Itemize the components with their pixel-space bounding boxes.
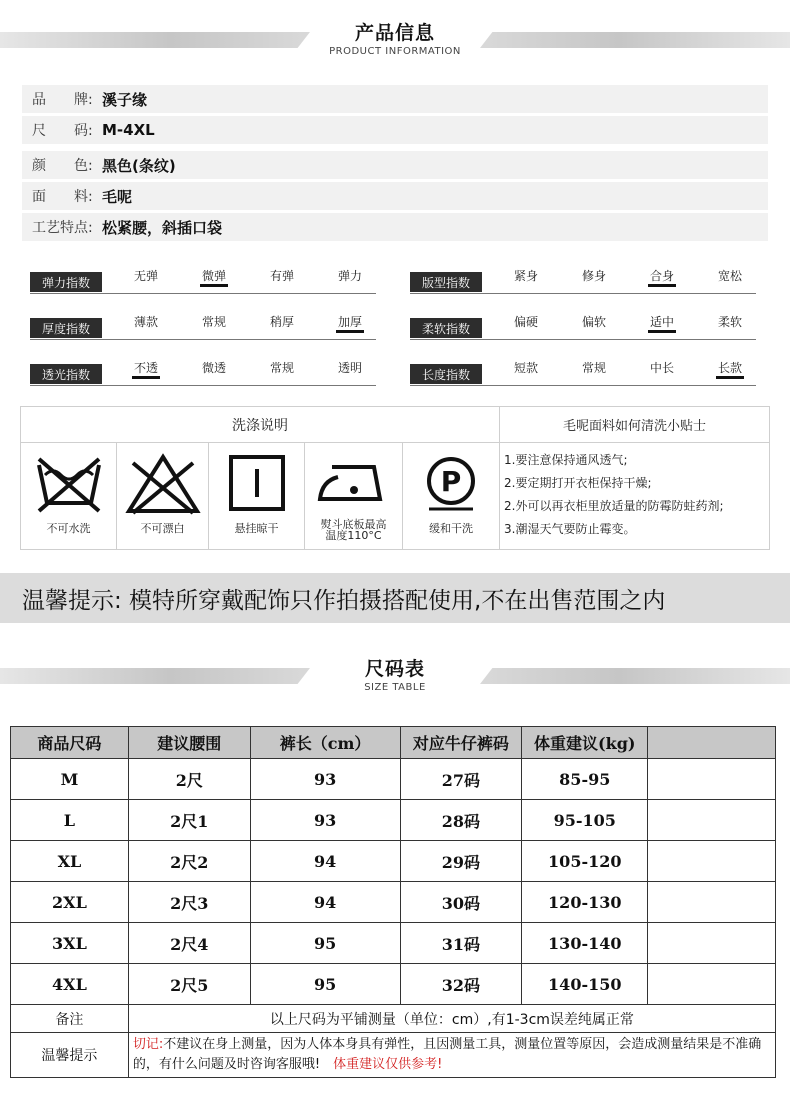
index-option: 合身: [649, 269, 674, 283]
table-cell: 2尺5: [128, 964, 250, 1005]
index-rating-5: [410, 356, 756, 386]
index-option: 短款: [513, 361, 538, 375]
table-cell: 27码: [400, 759, 522, 800]
index-option: 常规: [269, 361, 294, 375]
svg-text:P: P: [440, 465, 462, 498]
table-cell: XL: [11, 841, 129, 882]
col-header: 体重建议(kg): [522, 727, 648, 759]
size-table-title: 尺码表: [364, 658, 425, 680]
index-baseline: [410, 385, 756, 386]
index-option: 无弹: [133, 269, 158, 283]
table-cell: 105-120: [522, 841, 648, 882]
table-cell-empty: [648, 923, 776, 964]
note-label: 备注: [11, 1005, 129, 1033]
product-info-subtitle: PRODUCT INFORMATION: [329, 46, 461, 57]
index-rating-1: [410, 264, 756, 294]
tips-body: 不建议在身上测量，因为人体本身具有弹性，且因测量工具，测量位置等原因，会造成测量结果是不准确的，有什么问题及时咨询客服哦!: [132, 1037, 762, 1072]
index-option: 有弹: [269, 269, 294, 283]
cleaning-tips-title: 毛呢面料如何清洗小贴士: [499, 407, 769, 443]
care-item-no-wash: [21, 443, 117, 549]
index-baseline: [410, 293, 756, 294]
index-label: 透光指数: [30, 364, 102, 384]
index-option: 透明: [337, 361, 362, 375]
index-selected-mark: [648, 284, 676, 287]
hang-dry-icon: [227, 453, 287, 513]
care-item-dry-clean: [403, 443, 499, 549]
dry-clean-p-icon: [421, 453, 481, 513]
care-item-iron: [305, 443, 403, 549]
col-header: 裤长（cm）: [250, 727, 400, 759]
table-cell: 28码: [400, 800, 522, 841]
table-row: [11, 800, 776, 841]
info-row-color: [22, 151, 768, 179]
tips-label: 温馨提示: [11, 1033, 129, 1078]
table-cell: 85-95: [522, 759, 648, 800]
note-row: [11, 1005, 776, 1033]
index-selected-mark: [336, 330, 364, 333]
table-cell: 4XL: [11, 964, 129, 1005]
table-cell-empty: [648, 759, 776, 800]
index-label: 弹力指数: [30, 272, 102, 292]
table-row: [11, 964, 776, 1005]
index-option: 常规: [201, 315, 226, 329]
index-baseline: [30, 293, 376, 294]
index-option: 长款: [717, 361, 742, 375]
table-row: [11, 923, 776, 964]
index-option: 修身: [581, 269, 606, 283]
info-row-size: [22, 116, 768, 144]
table-cell: 95-105: [522, 800, 648, 841]
index-option: 偏硬: [513, 315, 538, 329]
info-row-fabric: [22, 182, 768, 210]
care-caption: 不可漂白: [140, 522, 185, 535]
care-caption: [305, 519, 402, 541]
info-key: 颜 色:: [32, 158, 93, 174]
index-option: 加厚: [337, 315, 362, 329]
tip-item: 3.潮湿天气要防止霉变。: [504, 522, 636, 536]
table-row: [11, 882, 776, 923]
iron-icon: [314, 453, 394, 513]
size-table-subtitle: SIZE TABLE: [364, 682, 426, 693]
index-selected-mark: [716, 376, 744, 379]
size-table-header-row: [11, 727, 776, 759]
product-info-title: 产品信息: [354, 22, 435, 44]
table-cell-empty: [648, 882, 776, 923]
index-option: 常规: [581, 361, 606, 375]
care-section: [20, 406, 770, 550]
index-option: 柔软: [717, 315, 742, 329]
table-cell-empty: [648, 964, 776, 1005]
table-cell: 3XL: [11, 923, 129, 964]
care-item-hang-dry: [209, 443, 305, 549]
table-row: [11, 759, 776, 800]
index-option: 薄款: [133, 315, 158, 329]
tips-text: [128, 1033, 775, 1078]
info-value: M-4XL: [102, 121, 155, 139]
index-label: 柔软指数: [410, 318, 482, 338]
tip-item: 1.要注意保持通风透气;: [504, 453, 628, 467]
table-cell: 120-130: [522, 882, 648, 923]
info-value: 溪子缘: [102, 90, 148, 109]
col-header: 商品尺码: [11, 727, 129, 759]
note-text: 以上尺码为平铺测量（单位：cm）,有1-3cm误差纯属正常: [128, 1005, 775, 1033]
product-info-header: [0, 0, 790, 60]
tips-row: [11, 1033, 776, 1078]
col-header: 对应牛仔裤码: [400, 727, 522, 759]
table-cell-empty: [648, 800, 776, 841]
table-cell: 2尺3: [128, 882, 250, 923]
size-table: [10, 726, 776, 1078]
index-rating-4: [30, 356, 376, 386]
table-cell: 93: [250, 800, 400, 841]
index-selected-mark: [132, 376, 160, 379]
tip-item: 2.外可以再衣柜里放适量的防霉防蛀药剂;: [504, 499, 724, 513]
col-header: 建议腰围: [128, 727, 250, 759]
info-value: 毛呢: [102, 187, 133, 206]
index-baseline: [410, 339, 756, 340]
index-label: 长度指数: [410, 364, 482, 384]
index-rating-0: [30, 264, 376, 294]
table-cell: 2尺4: [128, 923, 250, 964]
table-cell-empty: [648, 841, 776, 882]
wash-instructions-title: 洗涤说明: [21, 407, 499, 443]
table-cell: 2尺: [128, 759, 250, 800]
info-value: 松紧腰，斜插口袋: [102, 218, 223, 237]
table-row: [11, 841, 776, 882]
table-cell: 30码: [400, 882, 522, 923]
col-header-empty: [648, 727, 776, 759]
no-wash-icon: [33, 453, 105, 517]
index-baseline: [30, 385, 376, 386]
index-option: 弹力: [337, 269, 362, 283]
index-option: 紧身: [513, 269, 538, 283]
table-cell: 32码: [400, 964, 522, 1005]
index-option: 偏软: [581, 315, 606, 329]
info-row-brand: [22, 85, 768, 113]
table-cell: 29码: [400, 841, 522, 882]
table-cell: 140-150: [522, 964, 648, 1005]
care-caption: 悬挂晾干: [234, 522, 279, 535]
tip-item: 2.要定期打开衣柜保持干燥;: [504, 476, 652, 490]
iron-caption-line1: 熨斗底板最高: [320, 518, 387, 531]
index-label: 版型指数: [410, 272, 482, 292]
table-cell: 94: [250, 882, 400, 923]
care-caption: 不可水洗: [46, 522, 91, 535]
index-label: 厚度指数: [30, 318, 102, 338]
table-cell: L: [11, 800, 129, 841]
index-selected-mark: [648, 330, 676, 333]
iron-caption-line2: 温度110°C: [325, 529, 382, 542]
table-cell: 2XL: [11, 882, 129, 923]
index-option: 宽松: [717, 269, 742, 283]
index-selected-mark: [200, 284, 228, 287]
index-rating-3: [410, 310, 756, 340]
table-cell: 2尺1: [128, 800, 250, 841]
care-item-no-bleach: [117, 443, 209, 549]
no-bleach-icon: [125, 453, 201, 517]
index-option: 适中: [649, 315, 674, 329]
tips-suffix: 体重建议仅供参考!: [333, 1057, 443, 1072]
info-key: 面 料:: [32, 189, 93, 205]
table-cell: 130-140: [522, 923, 648, 964]
reminder-banner: 温馨提示: 模特所穿戴配饰只作拍摄搭配使用,不在出售范围之内: [0, 573, 790, 623]
tips-prefix: 切记:: [132, 1037, 164, 1052]
index-rating-2: [30, 310, 376, 340]
table-cell: 95: [250, 923, 400, 964]
table-cell: 95: [250, 964, 400, 1005]
info-value: 黑色(条纹): [102, 156, 176, 175]
table-cell: 93: [250, 759, 400, 800]
info-key: 品 牌:: [32, 92, 93, 108]
table-cell: 2尺2: [128, 841, 250, 882]
info-key: 尺 码:: [32, 123, 93, 139]
index-option: 中长: [649, 361, 674, 375]
index-option: 微弹: [201, 269, 226, 283]
info-key: 工艺特点:: [32, 220, 93, 236]
index-option: 微透: [201, 361, 226, 375]
cleaning-tips-list: [499, 443, 769, 549]
table-cell: 94: [250, 841, 400, 882]
info-row-craft: [22, 213, 768, 241]
size-table-header: [0, 636, 790, 696]
index-option: 不透: [133, 361, 158, 375]
table-cell: M: [11, 759, 129, 800]
index-option: 稍厚: [269, 315, 294, 329]
index-baseline: [30, 339, 376, 340]
care-caption: 缓和干洗: [429, 522, 473, 535]
table-cell: 31码: [400, 923, 522, 964]
